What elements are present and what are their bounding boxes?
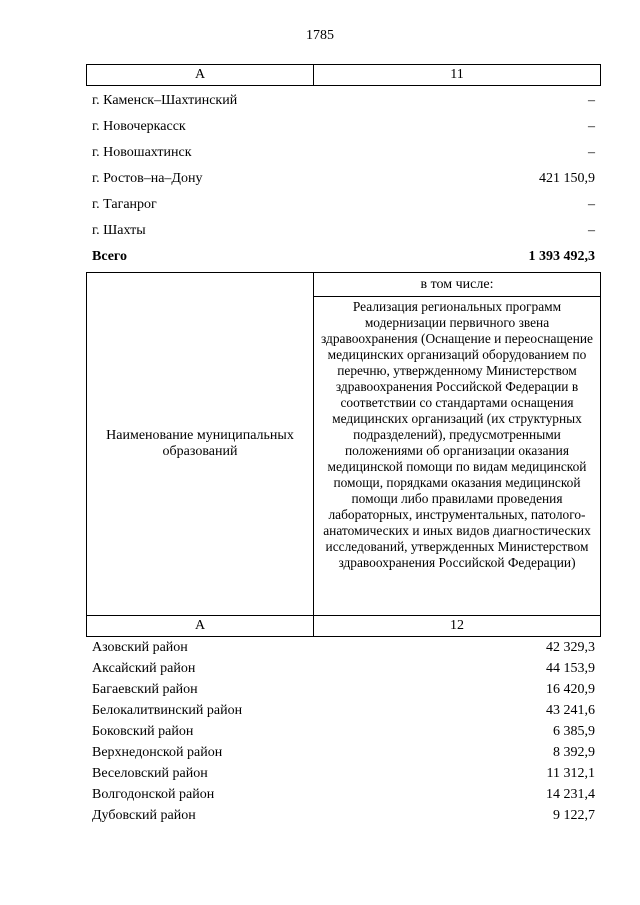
table-row (86, 787, 601, 807)
row-value: 11 312,1 (546, 766, 595, 781)
table-row (86, 703, 601, 723)
total-row (86, 249, 601, 269)
row-name: Аксайский район (92, 661, 196, 676)
table-row (86, 766, 601, 786)
row-value: 44 153,9 (546, 661, 595, 676)
table-row (86, 223, 601, 243)
table1-header-col-b-label: 11 (450, 67, 464, 82)
page-number: 1785 (306, 28, 334, 43)
row-name: Веселовский район (92, 766, 208, 781)
table-row (86, 171, 601, 191)
row-name: Волгодонской район (92, 787, 215, 802)
row-name: Багаевский район (92, 682, 198, 697)
row-value: – (588, 223, 595, 238)
row-value: 42 329,3 (546, 640, 595, 655)
table2-col-b-label: 12 (450, 618, 464, 633)
table2-header-description (313, 296, 601, 616)
row-name: г. Ростов–на–Дону (92, 171, 203, 186)
row-value: 6 385,9 (553, 724, 595, 739)
table-row (86, 661, 601, 681)
row-value: – (588, 197, 595, 212)
including-label: в том числе: (420, 277, 494, 292)
row-name: Боковский район (92, 724, 194, 739)
row-value: 421 150,9 (539, 171, 595, 186)
row-name: Верхнедонской район (92, 745, 223, 760)
row-value: – (588, 93, 595, 108)
row-name: г. Новочеркасск (92, 119, 186, 134)
table-row (86, 93, 601, 113)
table-row (86, 682, 601, 702)
table2-col-b (313, 615, 601, 637)
table-row (86, 745, 601, 765)
row-value: 16 420,9 (546, 682, 595, 697)
table2-col-a (86, 615, 314, 637)
table-row (86, 119, 601, 139)
row-name: Белокалитвинский район (92, 703, 243, 718)
row-name: г. Шахты (92, 223, 146, 238)
table-row (86, 145, 601, 165)
row-value: – (588, 119, 595, 134)
total-value: 1 393 492,3 (528, 249, 595, 264)
table1-header-col-b (313, 64, 601, 86)
table1-header-col-a-label: А (194, 67, 206, 82)
table2-header-municipality (86, 272, 314, 616)
row-value: 8 392,9 (553, 745, 595, 760)
row-name: Азовский район (92, 640, 188, 655)
row-value: 43 241,6 (546, 703, 595, 718)
description-label: Реализация региональных программ модернизации первичного звена здравоохранения (Оснащение и переоснащение медицинских организаций оборудованием по перечню, утвержденному Министерством здравоохранения Российской Федерации в соответствии со стандартами оснащения медицинских организаций (их структурных подразделений), предусмотренными положениями об организации оказания медицинской помощи по видам медицинской помощи, порядками оказания медицинской помощи либо правилами проведения лабораторных, инструментальных, патолого-анатомических и иных видов диагностических исследований, утвержденных Министерством здравоохранения Российской Федерации) (320, 299, 593, 570)
row-name: г. Каменск–Шахтинский (92, 93, 238, 108)
table2-header-including (313, 272, 601, 297)
table1-header-col-a (86, 64, 314, 86)
table-row (86, 197, 601, 217)
row-name: Дубовский район (92, 808, 196, 823)
table2-col-a-label: А (194, 618, 206, 633)
row-name: г. Новошахтинск (92, 145, 192, 160)
total-label: Всего (92, 249, 127, 264)
row-value: – (588, 145, 595, 160)
row-name: г. Таганрог (92, 197, 157, 212)
row-value: 9 122,7 (553, 808, 595, 823)
table-row (86, 724, 601, 744)
municipality-header-label: Наименование муниципальных образований (106, 428, 294, 459)
table-row (86, 808, 601, 828)
row-value: 14 231,4 (546, 787, 595, 802)
table-row (86, 640, 601, 660)
